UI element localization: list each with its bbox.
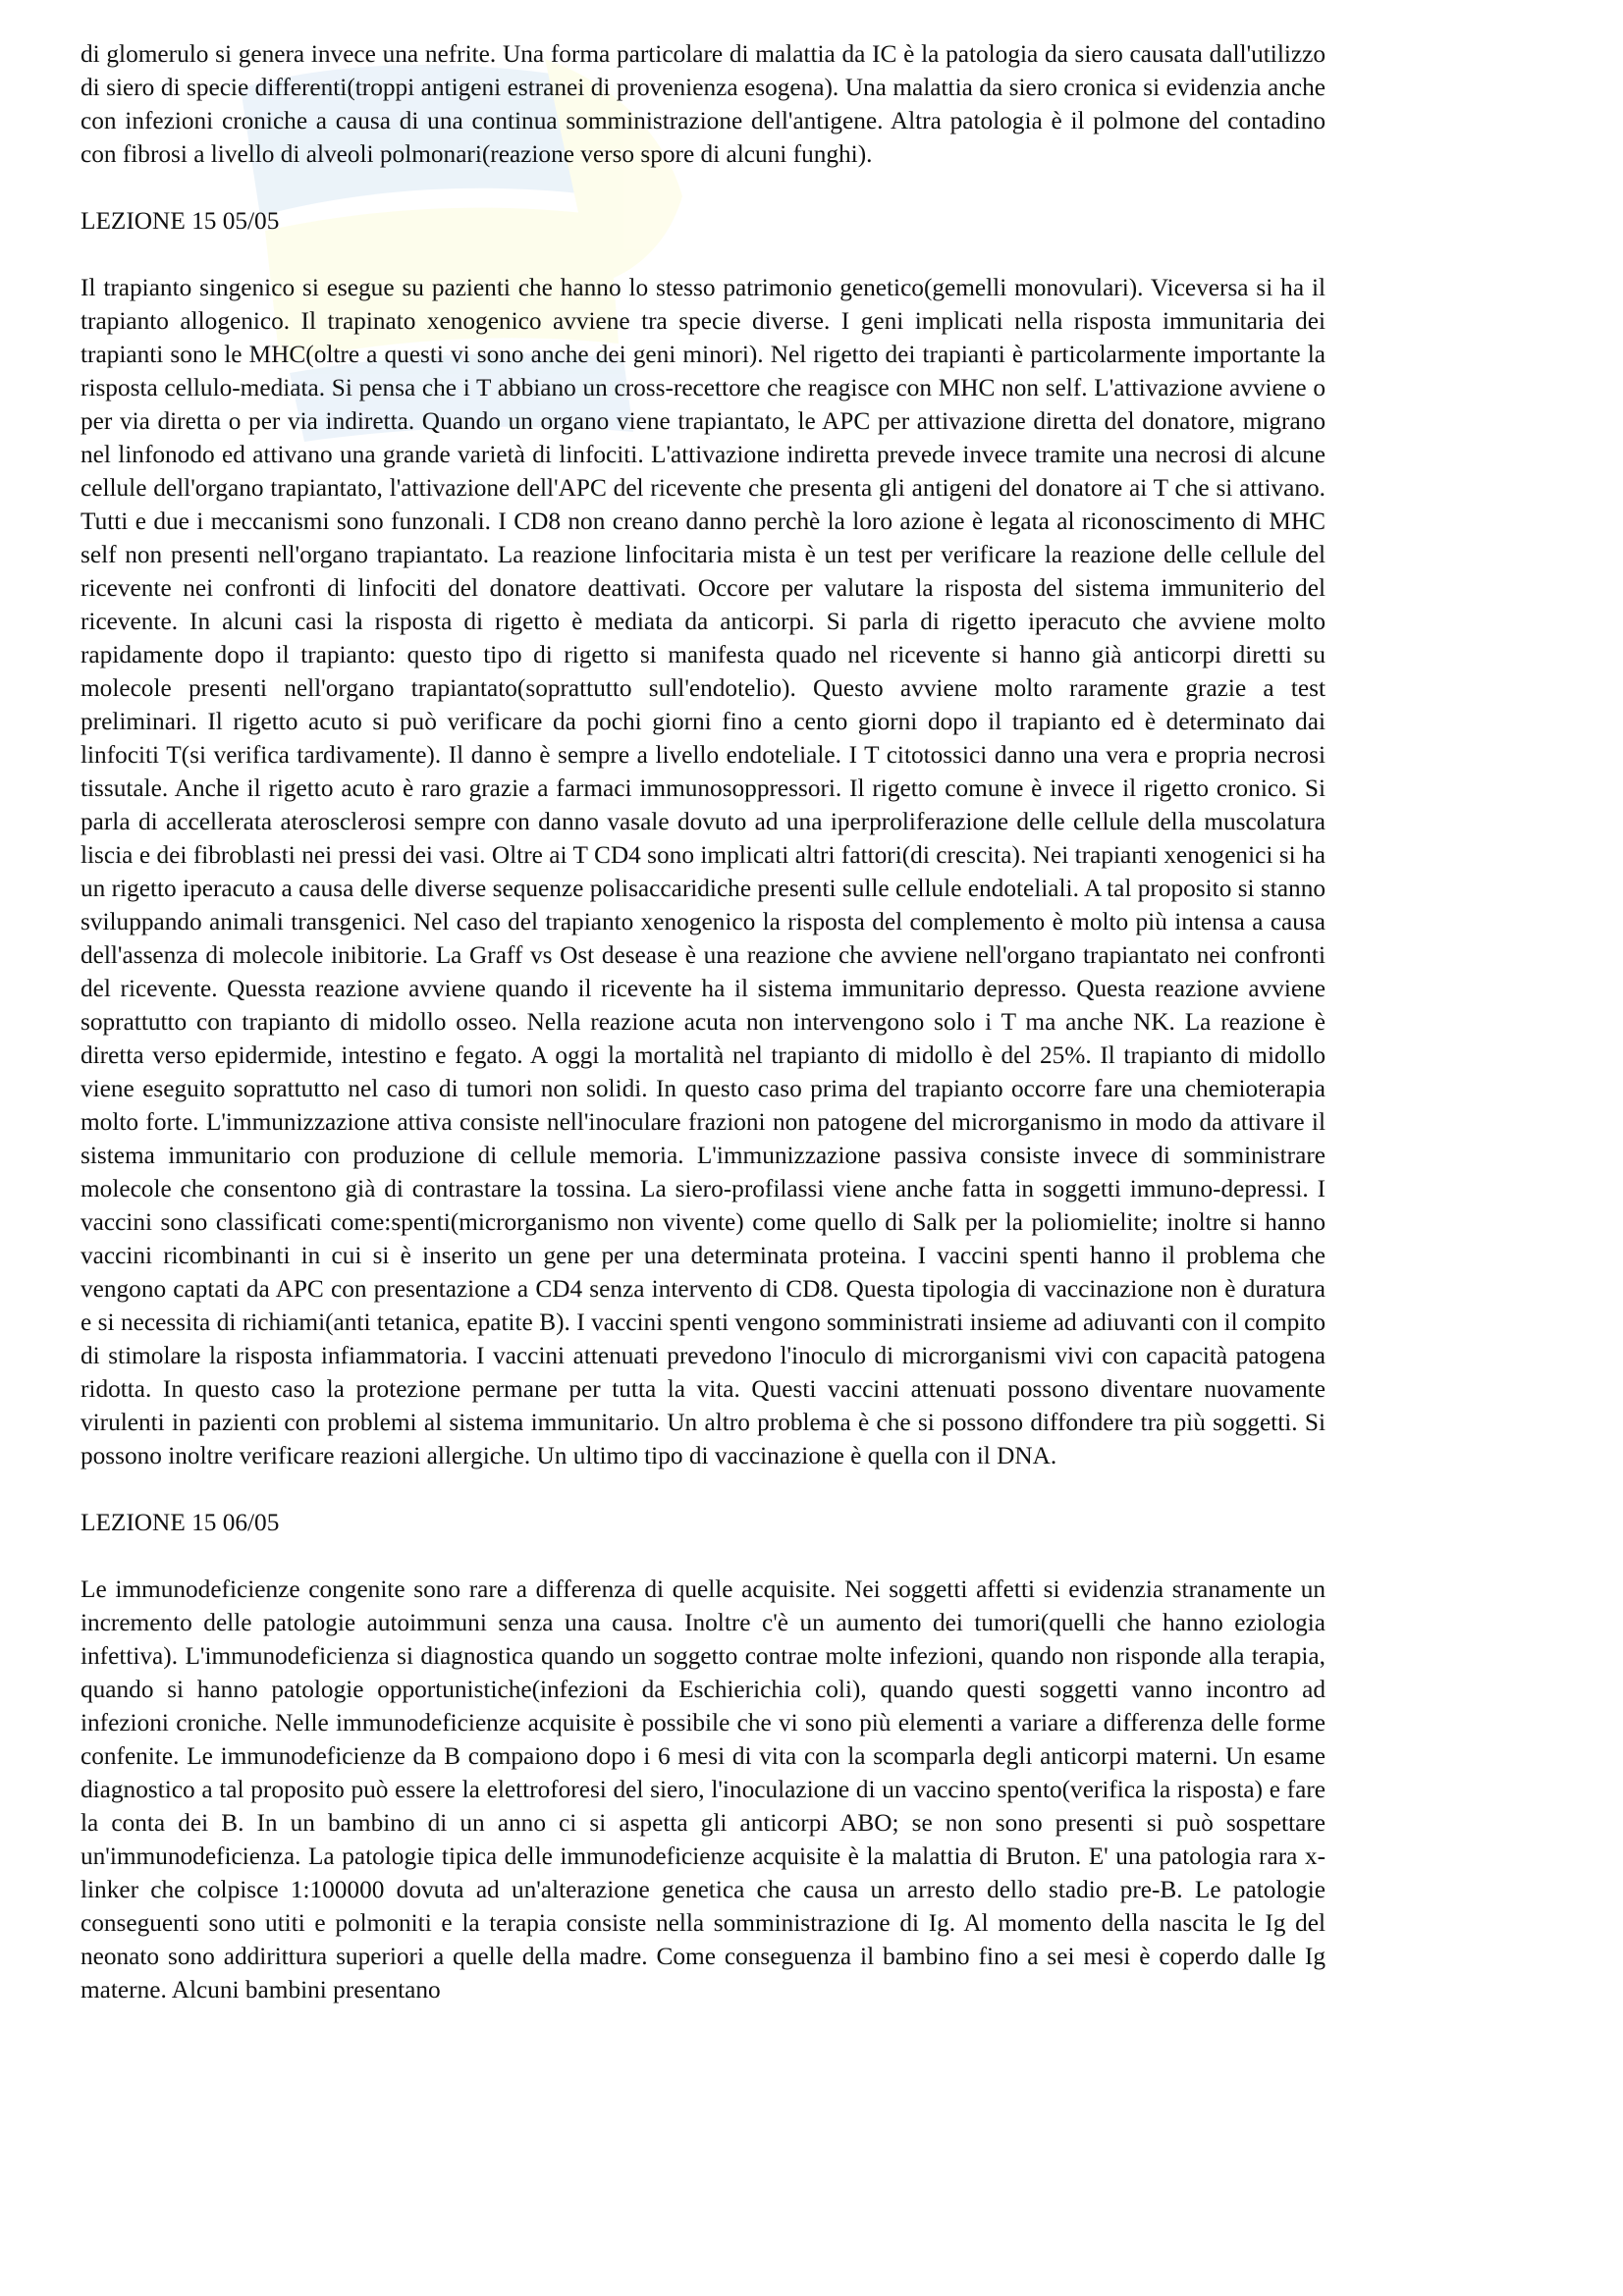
- section-heading: LEZIONE 15 05/05: [81, 207, 280, 235]
- section-heading: LEZIONE 15 06/05: [81, 1509, 280, 1536]
- paragraph: di glomerulo si genera invece una nefrite. Una forma particolare di malattia da IC è la patologia da siero causata dall'utilizzo di siero di specie differenti(troppi antigeni estranei di provenienza esogena). Una malattia da siero cronica si evidenzia anche con infezioni croniche a causa di una continua somministrazione dell'antigene. Altra patologia è il polmone del contadino con fibrosi a livello di alveoli polmonari(reazione verso spore di alcuni funghi).: [81, 40, 1325, 168]
- paragraph: Le immunodeficienze congenite sono rare a differenza di quelle acquisite. Nei soggetti affetti si evidenzia stranamente un incremento delle patologie autoimmuni senza una causa. Inoltre c'è un aumento dei tumori(quelli che hanno eziologia infettiva). L'immunodeficienza si diagnostica quando un soggetto contrae molte infezioni, quando non risponde alla terapia, quando si hanno patologie opportunistiche(infezioni da Eschierichia coli), quando questi soggetti vanno incontro ad infezioni croniche. Nelle immunodeficienze acquisite è possibile che vi sono più elementi a variare a differenza delle forme confenite. Le immunodeficienze da B compaiono dopo i 6 mesi di vita con la scomparla degli anticorpi materni. Un esame diagnostico a tal proposito può essere la elettroforesi del siero, l'inoculazione di un vaccino spento(verifica la risposta) e fare la conta dei B. In un bambino di un anno ci si aspetta gli anticorpi ABO; se non sono presenti si può sospettare un'immunodeficienza. La patologie tipica delle immunodeficienze acquisite è la malattia di Bruton. E' una patologia rara x-linker che colpisce 1:100000 dovuta ad un'alterazione genetica che causa un arresto dello stadio pre-B. Le patologie conseguenti sono utiti e polmoniti e la terapia consiste nella somministrazione di Ig. Al momento della nascita le Ig del neonato sono addirittura superiori a quelle della madre. Come conseguenza il bambino fino a sei mesi è coperdo dalle Ig materne. Alcuni bambini presentano: [81, 1575, 1325, 2003]
- document-body: [81, 37, 1325, 2006]
- paragraph: Il trapianto singenico si esegue su pazienti che hanno lo stesso patrimonio genetico(gemelli monovulari). Viceversa si ha il trapianto allogenico. Il trapinato xenogenico avviene tra specie diverse. I geni implicati nella risposta immunitaria dei trapianti sono le MHC(oltre a questi vi sono anche dei geni minori). Nel rigetto dei trapianti è particolarmente importante la risposta cellulo-mediata. Si pensa che i T abbiano un cross-recettore che reagisce con MHC non self. L'attivazione avviene o per via diretta o per via indiretta. Quando un organo viene trapiantato, le APC per attivazione diretta del donatore, migrano nel linfonodo ed attivano una grande varietà di linfociti. L'attivazione indiretta prevede invece tramite una necrosi di alcune cellule dell'organo trapiantato, l'attivazione dell'APC del ricevente che presenta gli antigeni del donatore ai T che si attivano. Tutti e due i meccanismi sono funzonali. I CD8 non creano danno perchè la loro azione è legata al riconoscimento di MHC self non presenti nell'organo trapiantato. La reazione linfocitaria mista è un test per verificare la reazione delle cellule del ricevente nei confronti di linfociti del donatore deattivati. Occore per valutare la risposta del sistema immuniterio del ricevente. In alcuni casi la risposta di rigetto è mediata da anticorpi. Si parla di rigetto iperacuto che avviene molto rapidamente dopo il trapianto: questo tipo di rigetto si manifesta quado nel ricevente si hanno già anticorpi diretti su molecole presenti nell'organo trapiantato(soprattutto sull'endotelio). Questo avviene molto raramente grazie a test preliminari. Il rigetto acuto si può verificare da pochi giorni fino a cento giorni dopo il trapianto ed è determinato dai linfociti T(si verifica tardivamente). Il danno è sempre a livello endoteliale. I T citotossici danno una vera e propria necrosi tissutale. Anche il rigetto acuto è raro grazie a farmaci immunosoppressori. Il rigetto comune è invece il rigetto cronico. Si parla di accellerata aterosclerosi sempre con danno vasale dovuto ad una iperproliferazione delle cellule della muscolatura liscia e dei fibroblasti nei pressi dei vasi. Oltre ai T CD4 sono implicati altri fattori(di crescita). Nei trapianti xenogenici si ha un rigetto iperacuto a causa delle diverse sequenze polisaccaridiche presenti sulle cellule endoteliali. A tal proposito si stanno sviluppando animali transgenici. Nel caso del trapianto xenogenico la risposta del complemento è molto più intensa a causa dell'assenza di molecole inibitorie. La Graff vs Ost desease è una reazione che avviene nell'organo trapiantato nei confronti del ricevente. Quessta reazione avviene quando il ricevente ha il sistema immunitario depresso. Questa reazione avviene soprattutto con trapianto di midollo osseo. Nella reazione acuta non intervengono solo i T ma anche NK. La reazione è diretta verso epidermide, intestino e fegato. A oggi la mortalità nel trapianto di midollo è del 25%. Il trapianto di midollo viene eseguito soprattutto nel caso di tumori non solidi. In questo caso prima del trapianto occorre fare una chemioterapia molto forte. L'immunizzazione attiva consiste nell'inoculare frazioni non patogene del microrganismo in modo da attivare il sistema immunitario con produzione di cellule memoria. L'immunizzazione passiva consiste invece di somministrare molecole che consentono già di contrastare la tossina. La siero-profilassi viene anche fatta in soggetti immuno-depressi. I vaccini sono classificati come:spenti(microrganismo non vivente) come quello di Salk per la poliomielite; inoltre si hanno vaccini ricombinanti in cui si è inserito un gene per una determinata proteina. I vaccini spenti hanno il problema che vengono captati da APC con presentazione a CD4 senza intervento di CD8. Questa tipologia di vaccinazione non è duratura e si necessita di richiami(anti tetanica, epatite B). I vaccini spenti vengono somministrati insieme ad adiuvanti con il compito di stimolare la risposta infiammatoria. I vaccini attenuati prevedono l'inoculo di microrganismi vivi con capacità patogena ridotta. In questo caso la protezione permane per tutta la vita. Questi vaccini attenuati possono diventare nuovamente virulenti in pazienti con problemi al sistema immunitario. Un altro problema è che si possono diffondere tra più soggetti. Si possono inoltre verificare reazioni allergiche. Un ultimo tipo di vaccinazione è quella con il DNA.: [81, 274, 1325, 1469]
